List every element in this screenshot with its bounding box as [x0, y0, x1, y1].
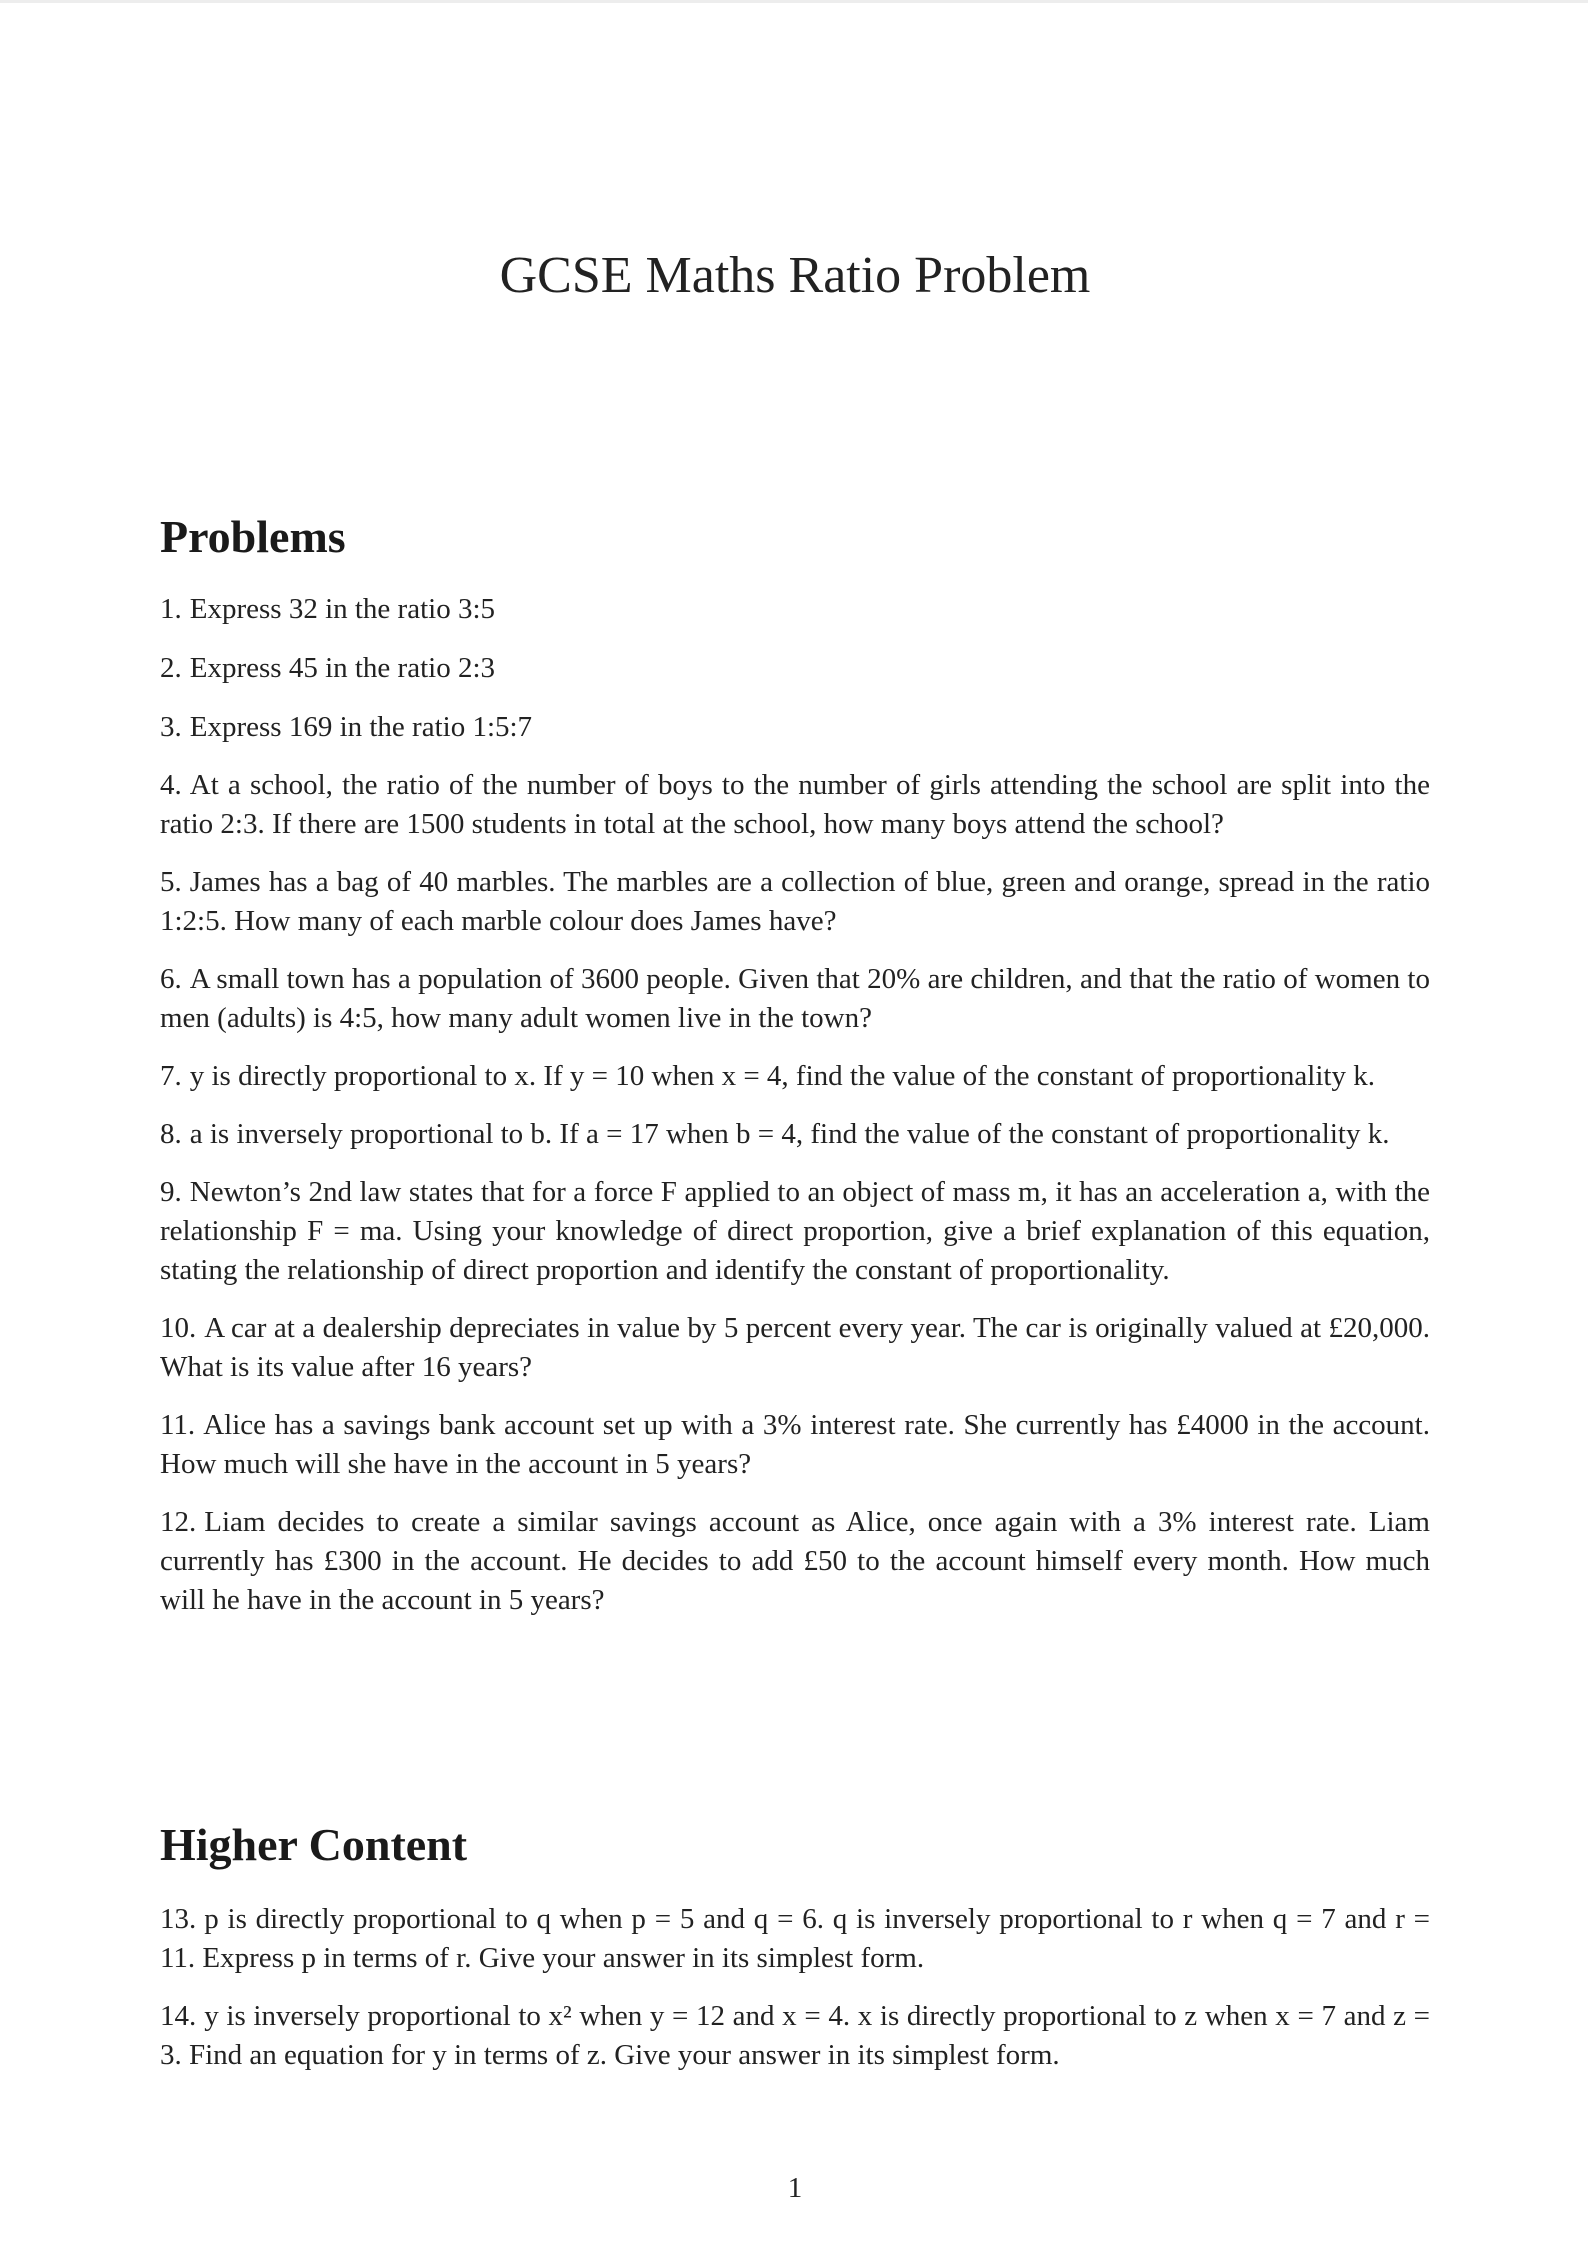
problem-item — [160, 1173, 1430, 1290]
problem-text: Express 45 in the ratio 2:3 — [189, 652, 496, 684]
section-heading-higher-content: Higher Content — [160, 1819, 468, 1870]
problem-number: 10. — [160, 1312, 197, 1344]
problem-text: Newton’s 2nd law states that for a force F applied to an object of mass m, it has an acceleration a, with the relationship F = ma. Using your knowledge of direct proportion, give a brief explanation of this equation, stating the relationship of direct proportion and identify the constant of proportionality. — [160, 1176, 1430, 1286]
problem-text: A car at a dealership depreciates in value by 5 percent every year. The car is originally valued at £20,000. What is its value after 16 years? — [160, 1312, 1430, 1383]
problem-item — [160, 1115, 1430, 1154]
problem-item — [160, 960, 1430, 1038]
section-heading-problems: Problems — [160, 511, 346, 562]
problem-number: 7. — [160, 1060, 182, 1092]
problem-text: p is directly proportional to q when p = 5 and q = 6. q is inversely proportional to r when q = 7 and r = 11. Express p in terms of r. Give your answer in its simplest form. — [160, 1903, 1430, 1974]
problem-number: 3. — [160, 711, 182, 743]
problem-number: 12. — [160, 1506, 197, 1538]
problem-item — [160, 1997, 1430, 2075]
problem-item — [160, 649, 1430, 688]
problem-number: 5. — [160, 866, 182, 898]
problem-item — [160, 590, 1430, 629]
problem-number: 13. — [160, 1903, 197, 1935]
problem-item — [160, 1309, 1430, 1387]
higher-content-list — [160, 1900, 1430, 2075]
problem-item — [160, 1406, 1430, 1484]
problem-item — [160, 1503, 1430, 1620]
problem-text: James has a bag of 40 marbles. The marbles are a collection of blue, green and orange, spread in the ratio 1:2:5. How many of each marble colour does James have? — [160, 866, 1430, 937]
document-title: GCSE Maths Ratio Problem — [499, 247, 1091, 304]
problems-list — [160, 590, 1430, 1620]
page-number: 1 — [787, 2172, 803, 2204]
problem-text: A small town has a population of 3600 people. Given that 20% are children, and that the ratio of women to men (adults) is 4:5, how many adult women live in the town? — [160, 963, 1430, 1034]
problem-number: 14. — [160, 2000, 197, 2032]
problem-text: Express 32 in the ratio 3:5 — [189, 593, 496, 625]
problem-text: Liam decides to create a similar savings account as Alice, once again with a 3% interest rate. Liam currently has £300 in the account. He decides to add £50 to the account himself every month. How much will he have in the account in 5 years? — [160, 1506, 1430, 1616]
problem-number: 2. — [160, 652, 182, 684]
problem-text: y is inversely proportional to x² when y = 12 and x = 4. x is directly proportional to z when x = 7 and z = 3. Find an equation for y in terms of z. Give your answer in its simplest form. — [160, 2000, 1430, 2071]
problem-number: 11. — [160, 1409, 196, 1441]
problem-item — [160, 766, 1430, 844]
problem-text: At a school, the ratio of the number of boys to the number of girls attending the school are split into the ratio 2:3. If there are 1500 students in total at the school, how many boys attend the school? — [160, 769, 1430, 840]
problem-number: 8. — [160, 1118, 182, 1150]
problem-text: a is inversely proportional to b. If a = 17 when b = 4, find the value of the constant of proportionality k. — [189, 1118, 1390, 1150]
problem-text: Express 169 in the ratio 1:5:7 — [189, 711, 533, 743]
problem-text: Alice has a savings bank account set up with a 3% interest rate. She currently has £4000 in the account. How much will she have in the account in 5 years? — [160, 1409, 1430, 1480]
problem-item — [160, 1057, 1430, 1096]
problem-item — [160, 863, 1430, 941]
problem-number: 4. — [160, 769, 182, 801]
problem-number: 9. — [160, 1176, 182, 1208]
problem-item — [160, 1900, 1430, 1978]
page-top-edge — [0, 0, 1588, 3]
problem-number: 1. — [160, 593, 182, 625]
problem-item — [160, 708, 1430, 747]
problem-text: y is directly proportional to x. If y = 10 when x = 4, find the value of the constant of proportionality k. — [189, 1060, 1375, 1092]
problem-number: 6. — [160, 963, 182, 995]
